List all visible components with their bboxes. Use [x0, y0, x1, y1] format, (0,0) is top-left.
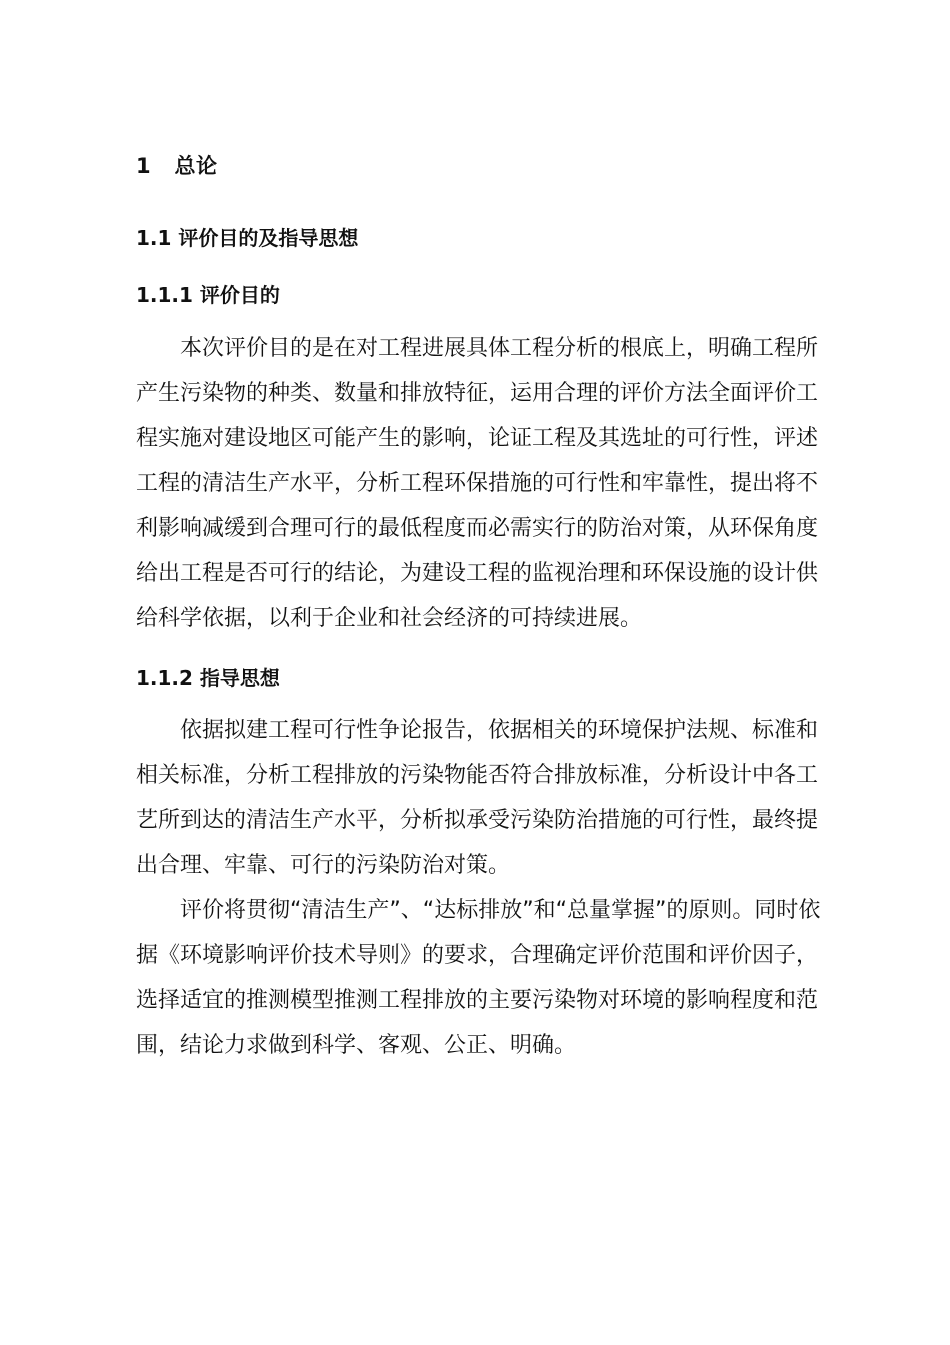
paragraph-guiding-ideas-1: 依据拟建工程可行性争论报告，依据相关的环境保护法规、标准和相关标准，分析工程排放的污染物能否符合排放标准，分析设计中各工艺所到达的清洁生产水平，分析拟承受污染防治措施的可行性，最终提出合理、牢靠、可行的污染防治对策。: [136, 718, 819, 878]
chapter-heading: 1 总论: [136, 154, 218, 178]
paragraph-guiding-ideas-2: 评价将贯彻“清洁生产”、“达标排放”和“总量掌握”的原则。同时依据《环境影响评价技术导则》的要求，合理确定评价范围和评价因子，选择适宜的推测模型推测工程排放的主要污染物对环境的影响程度和范围，结论力求做到科学、客观、公正、明确。: [136, 898, 821, 1058]
subsection-heading-1-1-2: 1.1.2 指导思想: [136, 666, 280, 690]
paragraph-evaluation-purpose: 本次评价目的是在对工程进展具体工程分析的根底上，明确工程所产生污染物的种类、数量和排放特征，运用合理的评价方法全面评价工程实施对建设地区可能产生的影响，论证工程及其选址的可行性，评述工程的清洁生产水平，分析工程环保措施的可行性和牢靠性，提出将不利影响减缓到合理可行的最低程度而必需实行的防治对策，从环保角度给出工程是否可行的结论，为建设工程的监视治理和环保设施的设计供给科学依据，以利于企业和社会经济的可持续进展。: [136, 336, 819, 631]
subsection-heading-1-1-1: 1.1.1 评价目的: [136, 283, 280, 307]
section-heading-1-1: 1.1 评价目的及指导思想: [136, 226, 359, 250]
